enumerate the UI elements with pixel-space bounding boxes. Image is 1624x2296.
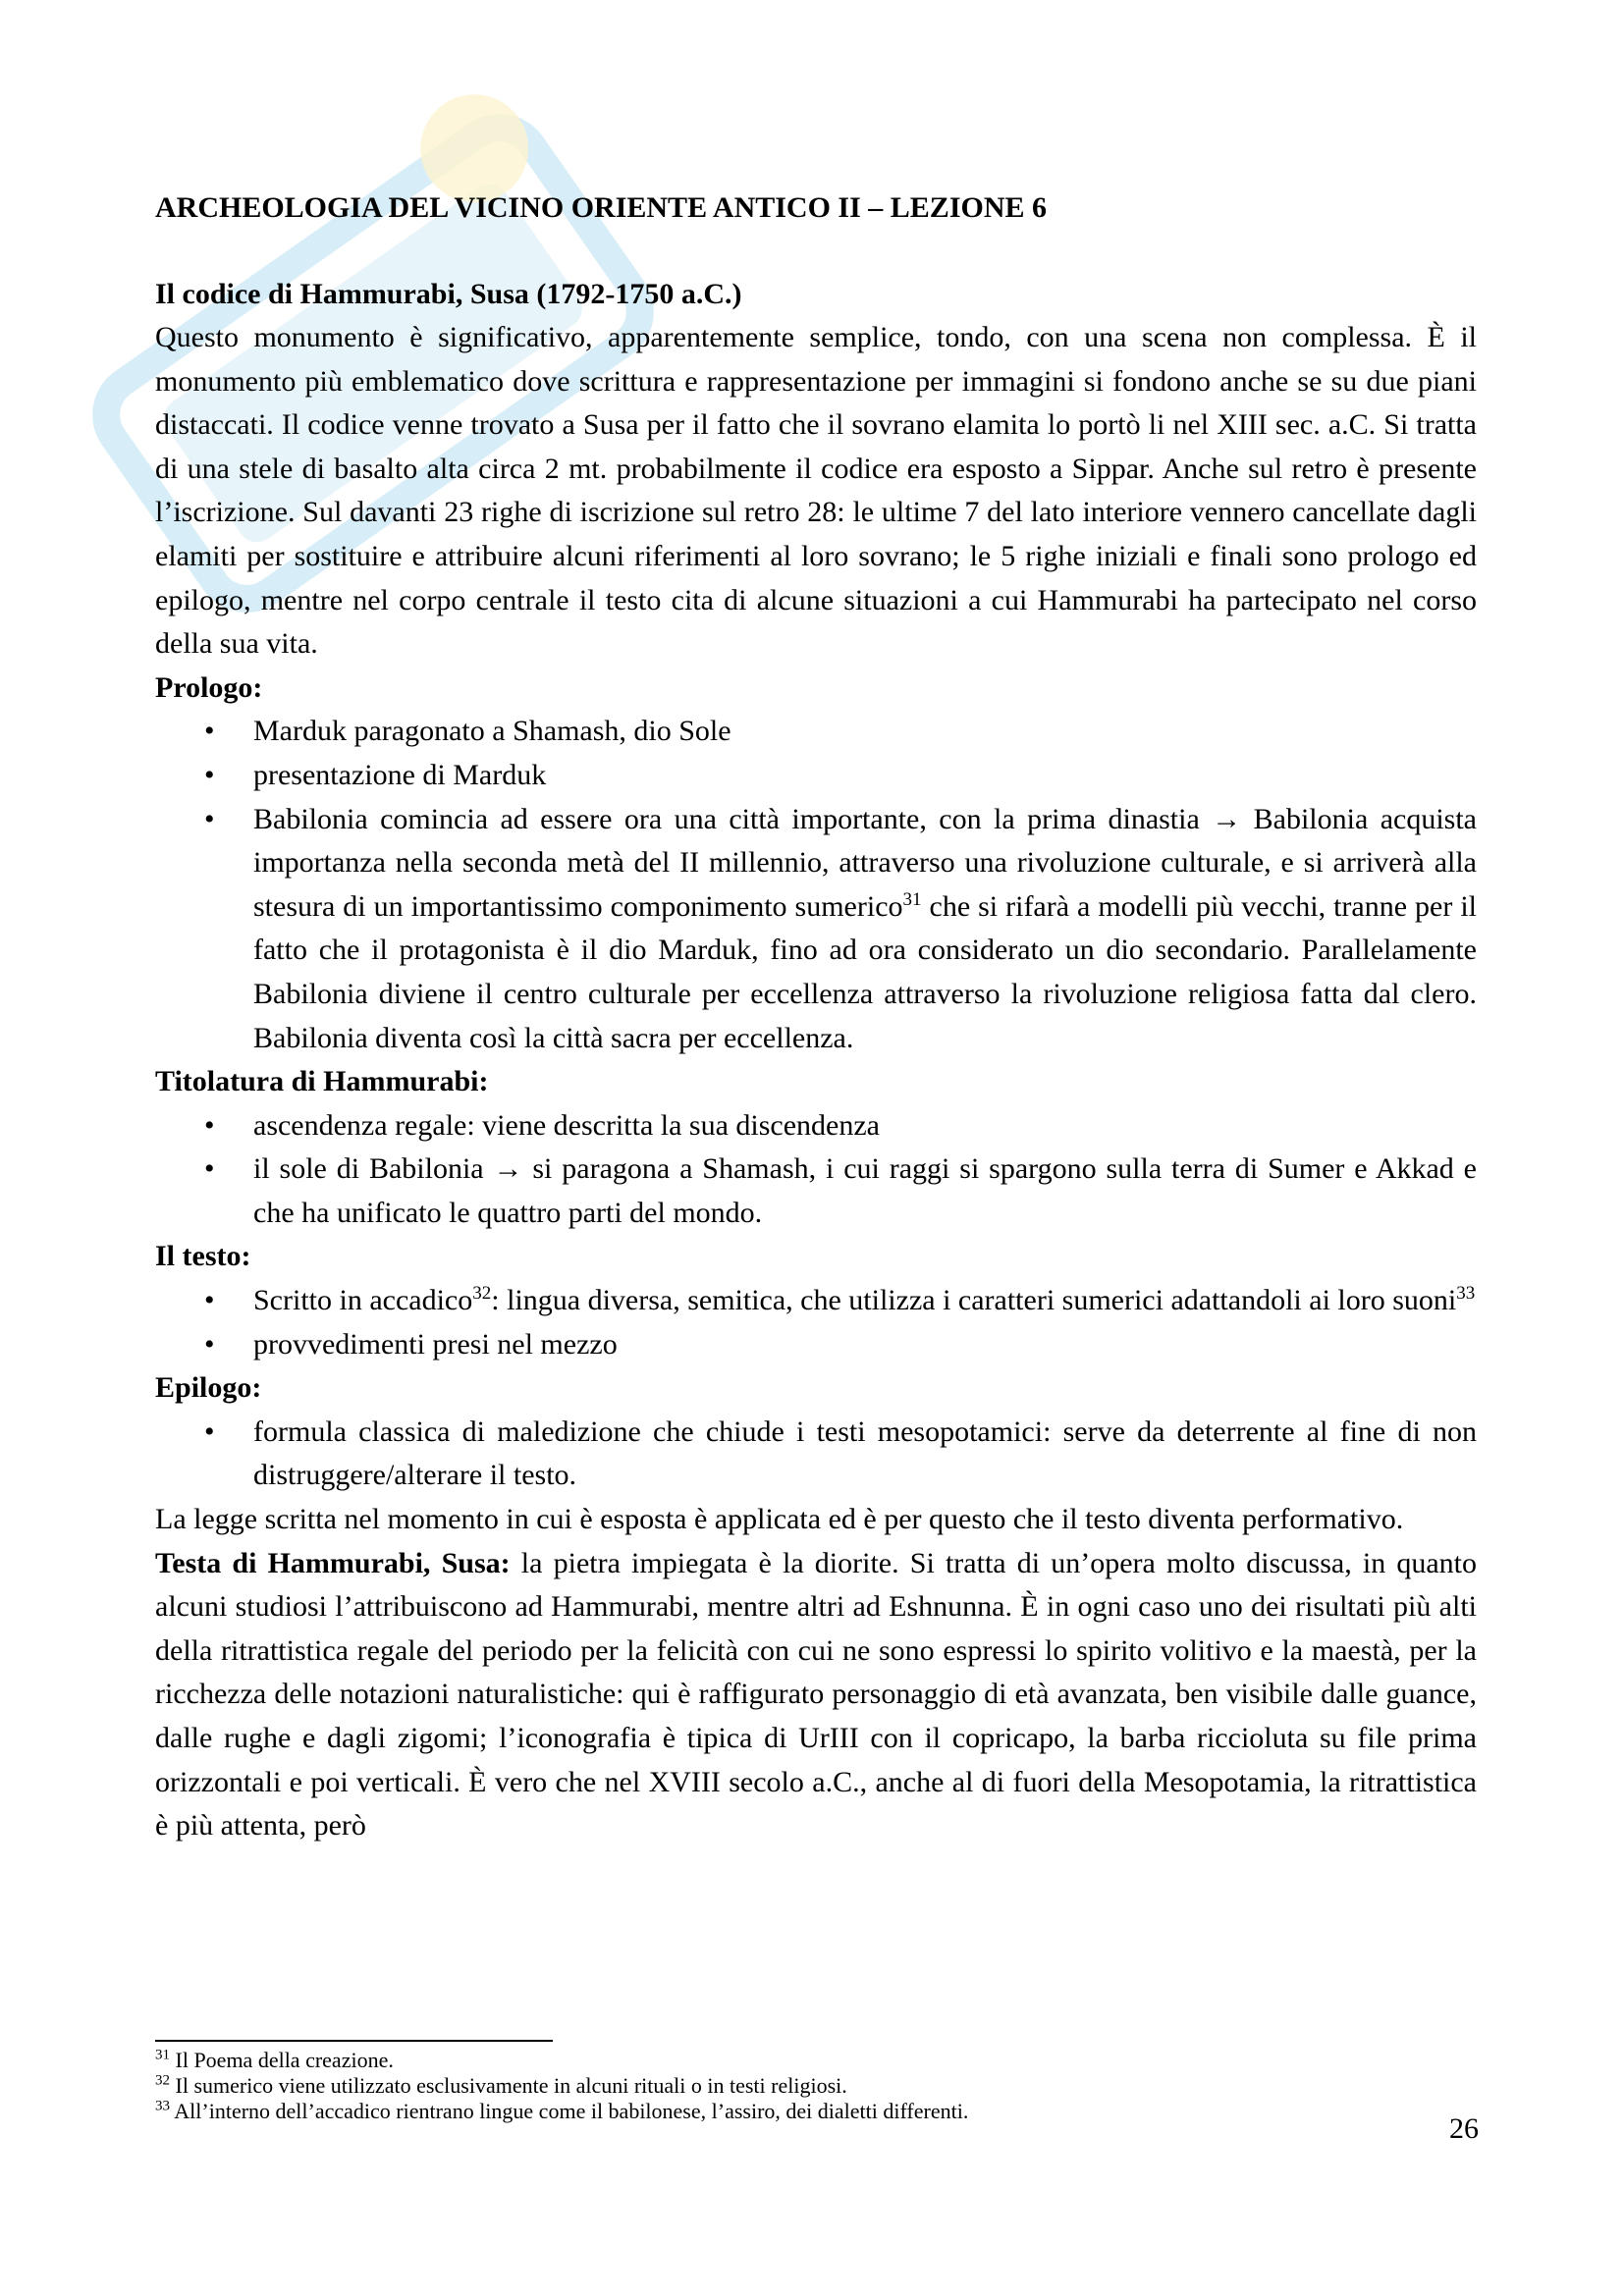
list-item bbox=[155, 1279, 1477, 1323]
prologo-list bbox=[155, 710, 1477, 1060]
list-item bbox=[155, 1104, 1477, 1148]
document-title: ARCHEOLOGIA DEL VICINO ORIENTE ANTICO II – LEZIONE 6 bbox=[155, 191, 1047, 224]
list-item-text: presentazione di Marduk bbox=[253, 758, 547, 791]
list-item-text: : lingua diversa, semitica, che utilizza i caratteri sumerici adattandoli ai loro suoni bbox=[491, 1284, 1457, 1317]
footnote-number: 32 bbox=[155, 2072, 170, 2089]
intro-paragraph: Questo monumento è significativo, apparentemente semplice, tondo, con una scena non complessa. È il monumento più emblematico dove scrittura e rappresentazione per immagini si fondono anche se su due piani distaccati. Il codice venne trovato a Susa per il fatto che il sovrano elamita lo portò li nel XIII sec. a.C. Si tratta di una stele di basalto alta circa 2 mt. probabilmente il codice era esposto a Sippar. Anche sul retro è presente l’iscrizione. Sul davanti 23 righe di iscrizione sul retro 28: le ultime 7 del lato interiore vennero cancellate dagli elamiti per sostituire e attribuire alcuni riferimenti al loro sovrano; le 5 righe iniziali e finali sono prologo ed epilogo, mentre nel corpo centrale il testo cita di alcune situazioni a cui Hammurabi ha partecipato nel corso della sua vita. bbox=[155, 321, 1477, 661]
footnote-item bbox=[155, 2099, 1477, 2124]
list-item-text: che si rifarà a modelli più vecchi, tranne per il fatto che il protagonista è il dio Marduk, fino ad ora considerato un dio secondario. Parallelamente Babilonia diviene il centro culturale per eccellenza attraverso la rivoluzione religiosa fatta dal clero. Babilonia diventa così la città sacra per eccellenza. bbox=[253, 889, 1477, 1054]
list-item bbox=[155, 710, 1477, 754]
bullet-icon: • bbox=[204, 1415, 215, 1448]
footnote-ref[interactable]: 32 bbox=[472, 1283, 492, 1305]
testo-list bbox=[155, 1279, 1477, 1366]
bullet-icon: • bbox=[204, 1284, 215, 1317]
list-item bbox=[155, 1411, 1477, 1498]
footnote-ref[interactable]: 31 bbox=[902, 888, 922, 910]
bullet-icon: • bbox=[204, 715, 215, 748]
bullet-icon: • bbox=[204, 1327, 215, 1361]
bullet-icon: • bbox=[204, 802, 215, 835]
epilogo-list bbox=[155, 1411, 1477, 1498]
list-item bbox=[155, 798, 1477, 1061]
bullet-icon: • bbox=[204, 1108, 215, 1142]
footnotes bbox=[155, 2048, 1477, 2124]
footnote-text: All’interno dell’accadico rientrano lingue come il babilonese, l’assiro, dei dialetti differenti. bbox=[170, 2099, 969, 2123]
footnote-item bbox=[155, 2073, 1477, 2099]
bullet-icon: • bbox=[204, 1152, 215, 1186]
legge-paragraph: La legge scritta nel momento in cui è esposta è applicata ed è per questo che il testo diventa performativo. bbox=[155, 1503, 1404, 1536]
footnote-divider bbox=[155, 2040, 553, 2042]
list-item-text: ascendenza regale: viene descritta la sua discendenza bbox=[253, 1108, 880, 1142]
footnote-number: 31 bbox=[155, 2047, 170, 2063]
testo-label: Il testo: bbox=[155, 1240, 251, 1273]
list-item bbox=[155, 1148, 1477, 1235]
prologo-label: Prologo: bbox=[155, 670, 263, 704]
section-title: Il codice di Hammurabi, Susa (1792-1750 a.C.) bbox=[155, 278, 742, 310]
footnote-ref[interactable]: 33 bbox=[1456, 1283, 1476, 1305]
titolatura-label: Titolatura di Hammurabi: bbox=[155, 1065, 489, 1098]
page-number: 26 bbox=[1449, 2112, 1479, 2145]
list-item bbox=[155, 754, 1477, 798]
list-item-text: provvedimenti presi nel mezzo bbox=[253, 1327, 618, 1361]
document-page bbox=[155, 187, 1477, 1848]
list-item-text: Babilonia comincia ad essere ora una città importante, con la prima dinastia → Babilonia acquista importanza nella seconda metà del II millennio, attraverso una rivoluzione culturale, e si arriverà alla stesura di un importantissimo componimento sumerico bbox=[253, 802, 1477, 923]
footnote-text: Il Poema della creazione. bbox=[170, 2048, 394, 2072]
testa-label: Testa di Hammurabi, Susa: bbox=[155, 1546, 511, 1579]
list-item-text: formula classica di maledizione che chiude i testi mesopotamici: serve da deterrente al fine di non distruggere/alterare il testo. bbox=[253, 1415, 1477, 1492]
titolatura-list bbox=[155, 1104, 1477, 1236]
bullet-icon: • bbox=[204, 758, 215, 791]
list-item-text: Scritto in accadico bbox=[253, 1284, 473, 1317]
list-item-text: il sole di Babilonia → si paragona a Shamash, i cui raggi si spargono sulla terra di Sumer e Akkad e che ha unificato le quattro parti del mondo. bbox=[253, 1152, 1477, 1229]
testa-paragraph bbox=[155, 1542, 1477, 1848]
footnote-item bbox=[155, 2048, 1477, 2073]
footnote-number: 33 bbox=[155, 2098, 170, 2114]
footnote-text: Il sumerico viene utilizzato esclusivamente in alcuni rituali o in testi religiosi. bbox=[170, 2073, 847, 2098]
list-item-text: Marduk paragonato a Shamash, dio Sole bbox=[253, 715, 731, 748]
epilogo-label: Epilogo: bbox=[155, 1371, 262, 1405]
list-item bbox=[155, 1323, 1477, 1367]
testa-text: la pietra impiegata è la diorite. Si tratta di un’opera molto discussa, in quanto alcuni studiosi l’attribuiscono ad Hammurabi, mentre altri ad Eshnunna. È in ogni caso uno dei risultati più alti della ritrattistica regale del periodo per la felicità con cui ne sono espressi lo spirito volitivo e la maestà, per la ricchezza delle notazioni naturalistiche: qui è raffigurato personaggio di età avanzata, ben visibile dalle guance, dalle rughe e dagli zigomi; l’iconografia è tipica di UrIII con il copricapo, la barba riccioluta su file prima orizzontali e poi verticali. È vero che nel XVIII secolo a.C., anche al di fuori della Mesopotamia, la ritrattistica è più attenta, però bbox=[155, 1546, 1478, 1842]
